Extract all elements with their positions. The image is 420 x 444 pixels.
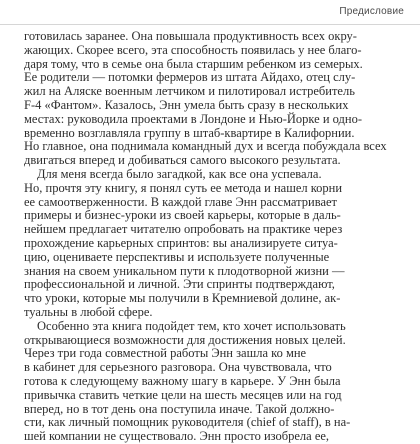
text-line: что уроки, которые мы получили в Кремниевой долине, ак- bbox=[24, 291, 341, 306]
text-line: готова к следующему важному шагу в карьере. У Энн была bbox=[24, 373, 341, 388]
text-line: примеры и бизнес-уроки из своей карьеры, которые в даль- bbox=[24, 208, 341, 223]
text-line: жил на Аляске военным летчиком и пилотировал истребитель bbox=[24, 84, 355, 99]
text-line: местах: руководила проектами в Лондоне и Нью-Йорке и одно- bbox=[24, 111, 362, 126]
text-line: временно возглавляла группу в штаб-квартире в Калифорнии. bbox=[24, 125, 355, 140]
text-line: даря тому, что в семье она была старшим ребенком из семерых. bbox=[24, 56, 363, 71]
running-head: Предисловие bbox=[339, 6, 404, 17]
text-line: Для меня всегда было загадкой, как все она успевала. bbox=[37, 166, 322, 181]
paragraph bbox=[0, 30, 420, 168]
text-line: жающих. Скорее всего, эта способность появилась у нее благо- bbox=[24, 42, 362, 57]
paragraph bbox=[0, 320, 420, 444]
text-line: Особенно эта книга подойдет тем, кто хочет использовать bbox=[37, 318, 346, 333]
text-line: F-4 «Фантом». Казалось, Энн умела быть сразу в нескольких bbox=[24, 97, 349, 112]
text-line: Но, прочтя эту книгу, я понял суть ее метода и нашел корни bbox=[24, 180, 343, 195]
text-line: сти, как личный помощник руководителя (chief of staff), в на- bbox=[24, 415, 351, 430]
text-line: знания на своем уникальном пути к плодотворной жизни — bbox=[24, 263, 345, 278]
text-line: прохождение карьерных спринтов: вы анализируете ситуа- bbox=[24, 235, 338, 250]
text-line: туальны в любой сфере. bbox=[24, 304, 153, 319]
text-line: профессиональной и личной. Эти спринты подтверждают, bbox=[24, 277, 335, 292]
text-line: привычка ставить четкие цели на шесть месяцев или на год bbox=[24, 387, 342, 402]
header-rule bbox=[0, 24, 420, 25]
text-line: ее самоотверженности. В каждой главе Энн рассматривает bbox=[24, 194, 338, 209]
text-line: двигаться вперед и добиваться самого высокого результата. bbox=[24, 153, 341, 168]
text-line: цию, оцениваете перспективы и используете полученные bbox=[24, 249, 330, 264]
text-line: нейшем предлагает читателю опробовать на практике через bbox=[24, 222, 343, 237]
text-line: открывающиеся возможности для достижения новых целей. bbox=[24, 332, 346, 347]
text-line: Но главное, она поднимала командный дух и всегда побуждала всех bbox=[24, 139, 387, 154]
body-text bbox=[0, 30, 420, 444]
text-line: готовилась заранее. Она повышала продуктивность всех окру- bbox=[24, 29, 357, 43]
text-line: Через три года совместной работы Энн зашла ко мне bbox=[24, 346, 307, 361]
text-line: шей компании не существовало. Энн просто изобрела ее, bbox=[24, 429, 330, 444]
text-line: в кабинет для серьезного разговора. Она чувствовала, что bbox=[24, 360, 332, 375]
text-line: Ее родители — потомки фермеров из штата Айдахо, отец слу- bbox=[24, 70, 356, 85]
text-line: вперед, но в тот день она поступила иначе. Такой должно- bbox=[24, 401, 335, 416]
paragraph bbox=[0, 168, 420, 320]
